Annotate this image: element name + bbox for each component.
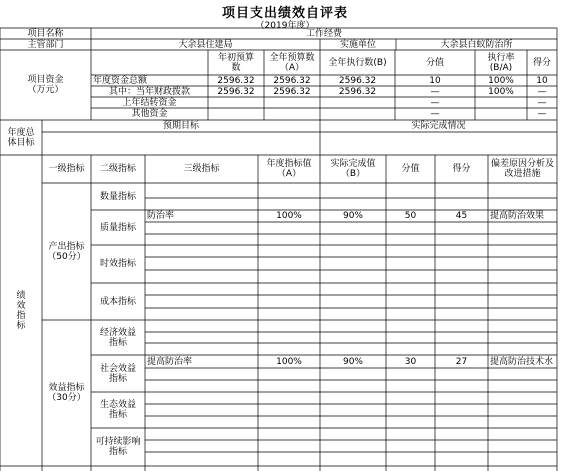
ecological-benefit-indicator: 生态效益 指标 <box>99 400 136 420</box>
header-score: 分值 <box>401 164 420 174</box>
funds-row-points: 10 <box>536 75 548 86</box>
annual-goal-label: 年度总 体目标 <box>7 127 35 148</box>
quantity-indicator: 数量指标 <box>99 191 136 202</box>
social-level3: 提高防治率 <box>147 356 193 367</box>
funds-row-score: — <box>430 109 440 119</box>
funds-row-label: 其他资金 <box>131 109 168 119</box>
quality-actual: 90% <box>342 211 363 221</box>
col-exec-rate: 执行率 (B/A) <box>487 52 515 73</box>
dept-value: 大余县住建局 <box>178 39 233 50</box>
impl-value: 大余县白蚁防治所 <box>440 39 513 50</box>
economic-benefit-indicator: 经济效益 指标 <box>99 327 136 348</box>
sustainability-indicator: 可持续影响 指标 <box>95 437 141 457</box>
funds-row-score: — <box>430 86 440 97</box>
col-points: 得分 <box>532 57 551 68</box>
social-benefit-indicator: 社会效益 指标 <box>99 363 136 384</box>
header-actual: 实际完成值 （B） <box>330 159 376 179</box>
funds-row-label: 年度资金总额 <box>93 75 148 86</box>
funds-row-full: 2596.32 <box>273 86 311 97</box>
impl-label: 实施单位 <box>339 39 376 50</box>
funds-row-initial: 2596.32 <box>217 75 255 86</box>
social-score: 30 <box>404 356 417 367</box>
report-title: 项目支出绩效自评表 <box>221 6 348 21</box>
funds-row-initial: 2596.32 <box>217 86 255 97</box>
funds-row-full: 2596.32 <box>273 75 311 86</box>
header-deviation-reason: 偏差原因分析及 改进措施 <box>490 159 554 179</box>
header-level3: 三级指标 <box>183 164 220 174</box>
social-actual: 90% <box>342 356 363 367</box>
quality-points: 45 <box>455 211 468 221</box>
output-indicator-label: 产出指标 （50分） <box>47 241 86 262</box>
quality-target: 100% <box>276 211 302 221</box>
benefit-indicator-label: 效益指标 （30分） <box>47 383 86 403</box>
quality-score: 50 <box>404 211 417 221</box>
expected-goal-header: 预期目标 <box>162 121 199 131</box>
actual-completion-header: 实际完成情况 <box>411 121 466 131</box>
funds-row-points: — <box>537 97 547 108</box>
col-initial-budget: 年初预算 数 <box>217 52 254 73</box>
funds-row-exec: 2596.32 <box>338 86 377 97</box>
quality-reason: 提高防治效果 <box>490 211 545 221</box>
funds-label: 项目资金 （万元） <box>27 75 64 95</box>
header-level2: 二级指标 <box>99 164 136 174</box>
dept-label: 主管部门 <box>27 39 64 50</box>
project-name-label: 项目名称 <box>27 28 64 39</box>
timeliness-indicator: 时效指标 <box>99 259 136 269</box>
header-level1: 一级指标 <box>48 164 85 174</box>
funds-row-score: — <box>430 97 440 108</box>
header-target: 年度指标值 （A） <box>266 159 312 179</box>
funds-row-score: 10 <box>429 75 441 86</box>
funds-row-label: 上年结转资金 <box>122 97 177 108</box>
social-reason: 提高防治技术水 <box>490 356 554 367</box>
quality-level3: 防治率 <box>147 211 175 221</box>
col-full-budget: 全年预算数 （A） <box>269 52 315 73</box>
funds-row-rate: 100% <box>488 86 514 97</box>
cost-indicator: 成本指标 <box>99 296 136 307</box>
col-executed: 全年执行数(B) <box>328 57 387 68</box>
report-year: （2019年度） <box>255 21 315 31</box>
funds-row-exec: 2596.32 <box>338 75 377 86</box>
header-points: 得分 <box>452 164 471 174</box>
quality-indicator: 质量指标 <box>99 222 136 233</box>
funds-row-points: — <box>537 109 547 119</box>
project-name-value: 工作经费 <box>305 28 342 39</box>
social-points: 27 <box>455 356 468 367</box>
social-target: 100% <box>276 356 302 367</box>
funds-row-label: 其中：当年财政拨款 <box>108 86 190 97</box>
col-score: 分值 <box>425 57 444 68</box>
funds-row-rate: 100% <box>488 75 514 86</box>
performance-side-label: 绩 效 指 标 <box>16 290 26 331</box>
funds-row-points: — <box>537 86 547 97</box>
